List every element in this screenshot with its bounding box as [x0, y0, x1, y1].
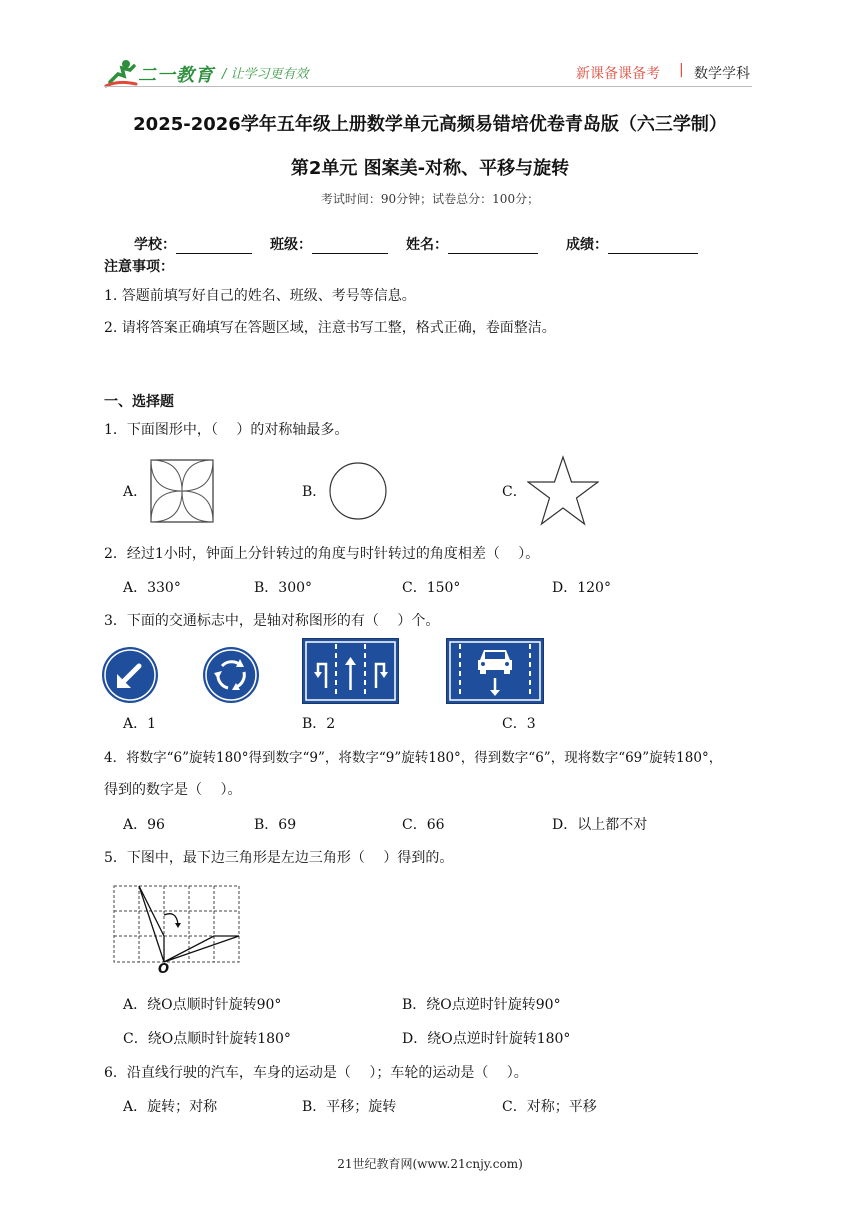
roundabout-sign-icon	[202, 646, 260, 704]
q6-option-c[interactable]: C．对称；平移	[502, 1099, 597, 1115]
page-title: 2025-2026学年五年级上册数学单元高频易错培优卷青岛版（六三学制）	[133, 114, 727, 135]
field-name	[406, 236, 538, 254]
q5-option-c[interactable]: C．绕O点顺时针旋转180°	[123, 1031, 291, 1047]
q3-option-b[interactable]: B．2	[302, 716, 336, 732]
name-blank[interactable]	[448, 239, 538, 254]
question-4-stem-line2: 得到的数字是（ ）。	[104, 782, 242, 798]
q2-option-d[interactable]: D．120°	[552, 580, 611, 596]
header-separator: |	[679, 62, 684, 78]
q4-option-c[interactable]: C．66	[402, 817, 445, 833]
keep-left-sign-icon	[101, 646, 159, 704]
q3-option-a[interactable]: A．1	[123, 716, 157, 732]
class-blank[interactable]	[312, 239, 388, 254]
page-subtitle: 第2单元 图案美-对称、平移与旋转	[290, 158, 570, 179]
q5-option-b[interactable]: B．绕O点逆时针旋转90°	[402, 997, 561, 1013]
q3-option-c[interactable]: C．3	[502, 716, 536, 732]
question-4-stem-line1: 4．将数字“6”旋转180°得到数字“9”，将数字“9”旋转180°，得到数字“6”，现将数字“69”旋转180°，	[104, 750, 723, 766]
question-5-stem: 5．下图中，最下边三角形是左边三角形（ ）得到的。	[104, 850, 454, 866]
exam-info: 考试时间：90分钟；试卷总分：100分；	[320, 192, 540, 206]
field-score-label: 成绩：	[566, 237, 608, 253]
question-3-stem: 3．下面的交通标志中，是轴对称图形的有（ ）个。	[104, 613, 440, 629]
slogan: / 让学习更有效	[222, 67, 309, 82]
footer: 21世纪教育网(www.21cnjy.com)	[337, 1157, 523, 1171]
header-right-black: 数学学科	[694, 66, 750, 82]
circle-figure	[328, 461, 388, 521]
question-2-stem: 2．经过1小时，钟面上分针转过的角度与时针转过的角度相差（ ）。	[104, 546, 540, 562]
logo-text: 二一教育	[138, 65, 214, 86]
q4-option-a[interactable]: A．96	[123, 817, 165, 833]
header-rule	[104, 86, 752, 87]
note-item: 2. 请将答案正确填写在答题区域，注意书写工整，格式正确，卷面整洁。	[104, 320, 556, 336]
q1-option-a[interactable]: A．	[123, 484, 148, 500]
question-1-stem: 1．下面图形中，（ ）的对称轴最多。	[104, 422, 349, 438]
field-school-label: 学校：	[134, 237, 176, 253]
q1-option-c[interactable]: C．	[502, 484, 527, 500]
field-school	[134, 236, 252, 254]
star-figure	[527, 455, 599, 527]
q4-option-d[interactable]: D．以上都不对	[552, 817, 648, 833]
q6-option-a[interactable]: A．旋转；对称	[123, 1099, 218, 1115]
field-score	[566, 236, 698, 254]
q1-option-b[interactable]: B．	[302, 484, 327, 500]
lane-direction-sign-icon	[302, 638, 399, 704]
notes-heading: 注意事项：	[104, 259, 174, 275]
q5-option-a[interactable]: A．绕O点顺时针旋转90°	[123, 997, 282, 1013]
q2-option-c[interactable]: C．150°	[402, 580, 461, 596]
q2-option-a[interactable]: A．330°	[123, 580, 181, 596]
q4-option-b[interactable]: B．69	[254, 817, 297, 833]
rotation-grid-figure	[112, 884, 242, 968]
note-item: 1. 答题前填写好自己的姓名、班级、考号等信息。	[104, 288, 416, 304]
header-right-red: 新课备课备考	[576, 66, 660, 82]
section-heading: 一、选择题	[104, 394, 174, 410]
field-name-label: 姓名：	[406, 237, 448, 253]
four-petal-square-figure	[150, 459, 214, 523]
field-class-label: 班级：	[270, 237, 312, 253]
q2-option-b[interactable]: B．300°	[254, 580, 313, 596]
point-o-label: O	[158, 962, 170, 977]
car-lane-sign-icon	[446, 638, 544, 704]
school-blank[interactable]	[176, 239, 252, 254]
score-blank[interactable]	[608, 239, 698, 254]
q5-option-d[interactable]: D．绕O点逆时针旋转180°	[402, 1031, 571, 1047]
field-class	[270, 236, 388, 254]
header	[0, 0, 860, 100]
question-6-stem: 6．沿直线行驶的汽车，车身的运动是（ ）；车轮的运动是（ ）。	[104, 1065, 528, 1081]
q6-option-b[interactable]: B．平移；旋转	[302, 1099, 397, 1115]
